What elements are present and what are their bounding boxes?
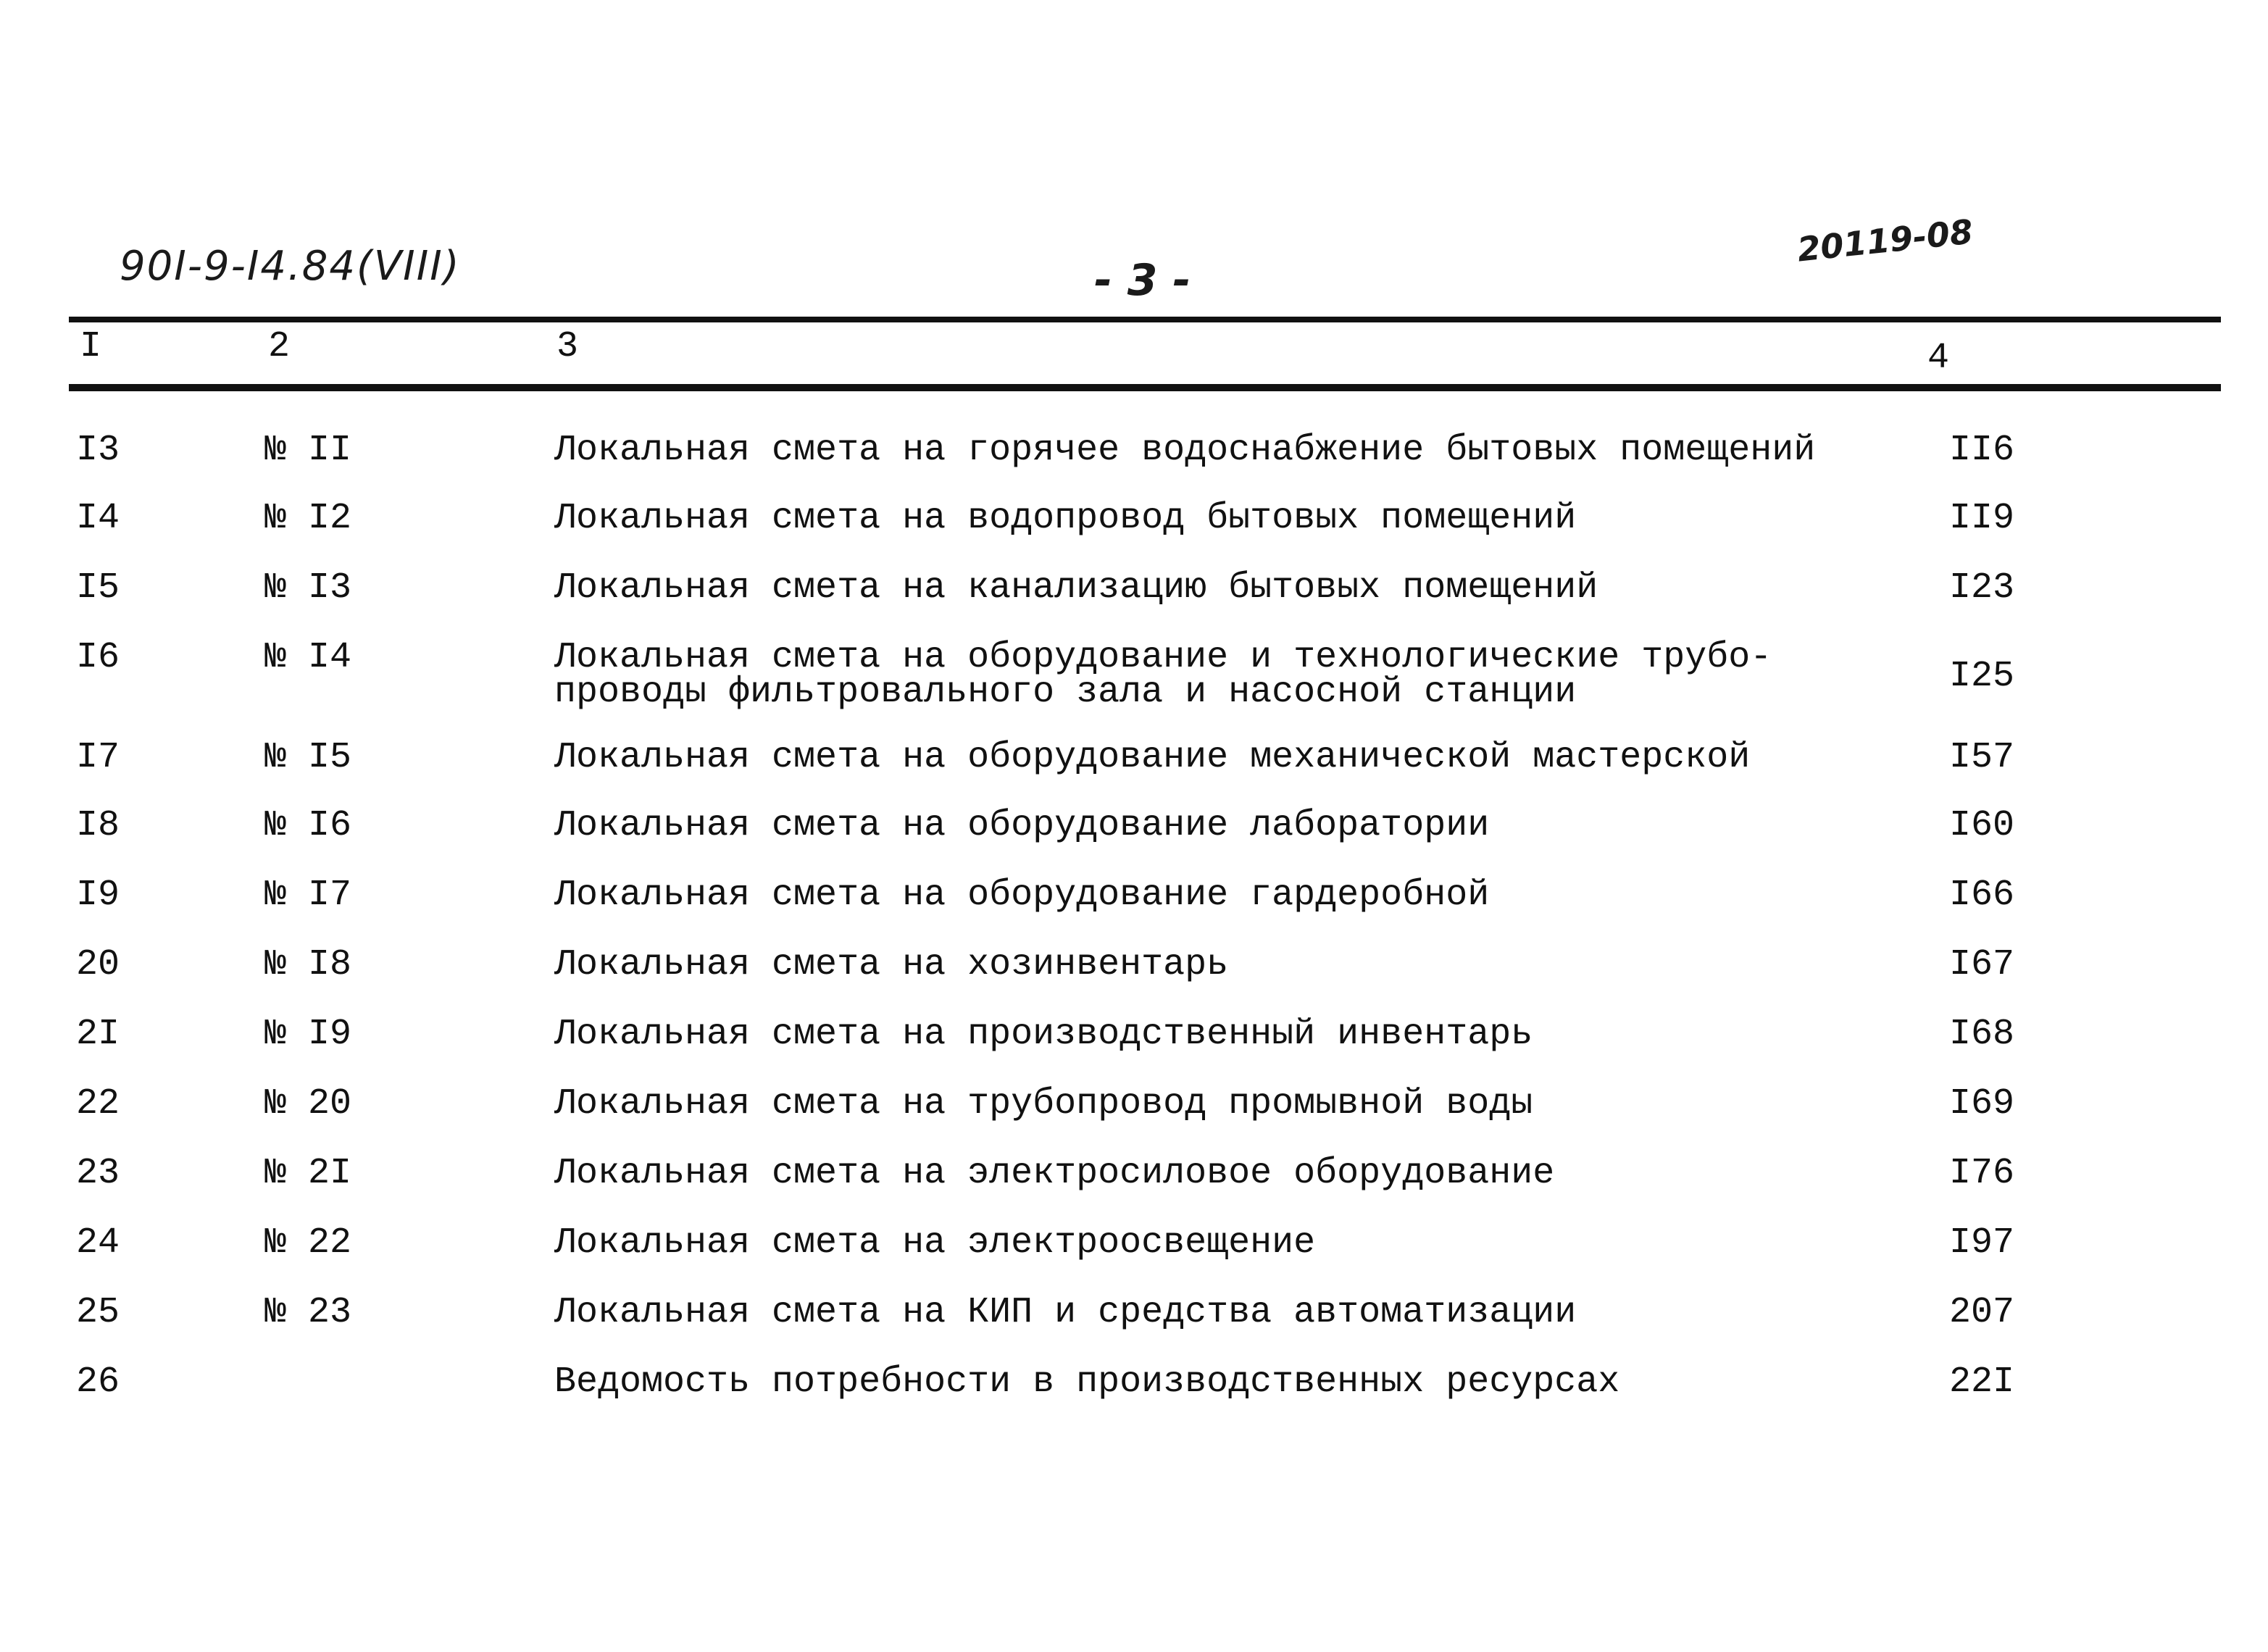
row-page: 207 [1949,1292,2015,1333]
row-title: Локальная смета на водопровод бытовых помещений [554,498,1577,539]
row-reference: № I2 [264,498,352,539]
row-number: I9 [76,875,120,916]
row-number: 24 [76,1222,120,1264]
row-title: Локальная смета на электроосвещение [554,1222,1316,1264]
row-page: I60 [1949,805,2015,846]
row-title: Ведомость потребности в производственных ресурсах [554,1361,1620,1403]
column-header-2: 2 [268,326,291,367]
row-title-continuation: проводы фильтровального зала и насосной станции [554,672,1577,713]
row-number: 20 [76,944,120,985]
document-code: 90I-9-I4.84(VIII) [120,243,461,290]
table-top-rule [69,317,2221,322]
row-reference: № I8 [264,944,352,985]
row-title: Локальная смета на канализацию бытовых помещений [554,567,1598,609]
row-number: 25 [76,1292,120,1333]
row-title: Локальная смета на электросиловое оборудование [554,1153,1555,1194]
column-header-3: 3 [556,326,579,367]
row-title: Локальная смета на КИП и средства автоматизации [554,1292,1577,1333]
row-reference: № II [264,430,352,471]
row-page: I67 [1949,944,2015,985]
row-page: I68 [1949,1014,2015,1055]
row-reference: № I7 [264,875,352,916]
row-page: I25 [1949,656,2015,697]
column-header-4: 4 [1927,338,1950,379]
row-number: 23 [76,1153,120,1194]
row-reference: № 22 [264,1222,352,1264]
row-page: I66 [1949,875,2015,916]
row-page: II6 [1949,430,2015,471]
row-number: I6 [76,637,120,678]
row-reference: № 23 [264,1292,352,1333]
row-reference: № I5 [264,737,352,778]
row-title: Локальная смета на оборудование и технологические трубо- [554,637,1772,678]
row-number: 26 [76,1361,120,1403]
row-reference: № I4 [264,637,352,678]
row-number: 2I [76,1014,120,1055]
row-page: I57 [1949,737,2015,778]
row-page: I23 [1949,567,2015,609]
row-reference: № I9 [264,1014,352,1055]
row-reference: № I6 [264,805,352,846]
row-page: 22I [1949,1361,2015,1403]
row-number: I3 [76,430,120,471]
row-number: I7 [76,737,120,778]
row-page: I69 [1949,1083,2015,1125]
row-title: Локальная смета на оборудование гардеробной [554,875,1490,916]
row-reference: № I3 [264,567,352,609]
column-header-1: I [80,326,102,367]
row-reference: № 20 [264,1083,352,1125]
row-page: II9 [1949,498,2015,539]
row-page: I97 [1949,1222,2015,1264]
row-number: I4 [76,498,120,539]
row-page: I76 [1949,1153,2015,1194]
row-title: Локальная смета на оборудование лаборатории [554,805,1490,846]
row-number: I8 [76,805,120,846]
row-title: Локальная смета на оборудование механической мастерской [554,737,1751,778]
row-title: Локальная смета на производственный инвентарь [554,1014,1533,1055]
table-header-rule [69,384,2221,391]
page-number: - 3 - [1094,255,1191,306]
row-title: Локальная смета на горячее водоснабжение бытовых помещений [554,430,1816,471]
row-title: Локальная смета на хозинвентарь [554,944,1229,985]
row-title: Локальная смета на трубопровод промывной воды [554,1083,1533,1125]
row-number: 22 [76,1083,120,1125]
row-reference: № 2I [264,1153,352,1194]
row-number: I5 [76,567,120,609]
handwritten-stamp: 20119-08 [1795,212,1975,270]
